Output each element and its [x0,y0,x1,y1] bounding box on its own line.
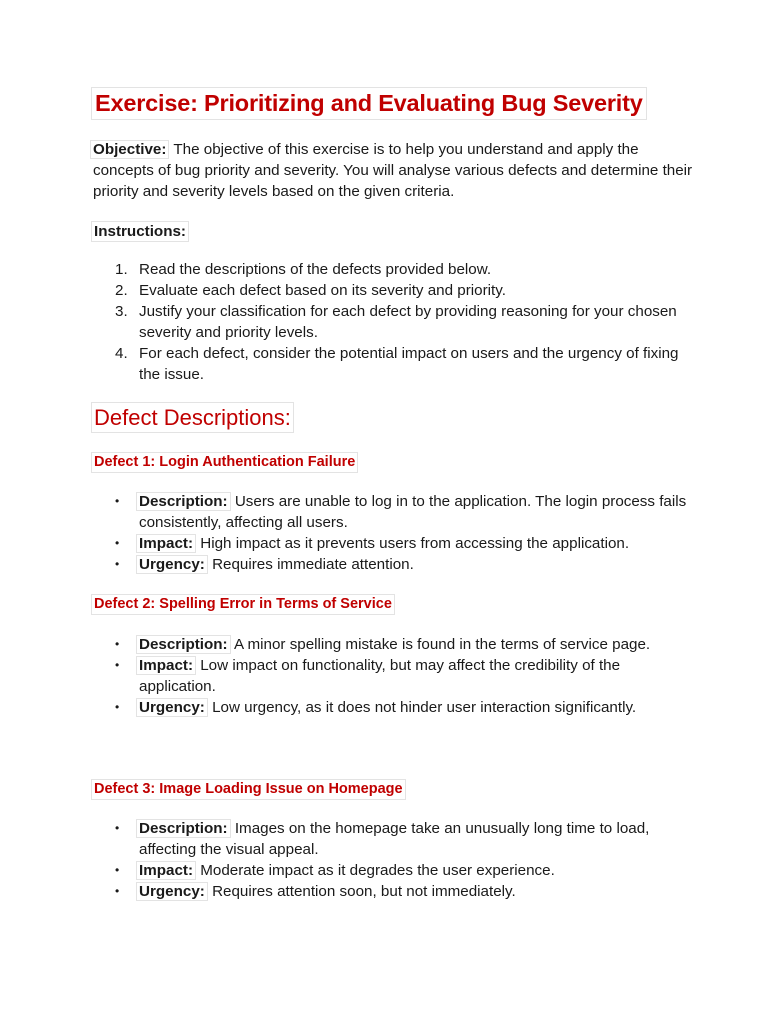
list-item [93,818,693,860]
description-text: Images on the homepage take an unusually long time to load, affecting the visual appeal. [139,820,650,858]
urgency-text: Requires immediate attention. [207,556,414,573]
impact-label: Impact: [136,534,196,553]
list-item [93,491,693,533]
impact-label: Impact: [136,656,196,675]
defect-2-list [93,634,693,718]
defect-1-title: Defect 1: Login Authentication Failure [91,452,358,473]
urgency-text: Low urgency, as it does not hinder user interaction significantly. [207,699,637,716]
list-item [93,881,693,902]
description-label: Description: [136,635,231,654]
impact-text: Low impact on functionality, but may affect the credibility of the application. [139,657,621,695]
bullet-icon: • [115,884,120,898]
list-item [93,301,693,343]
instructions-list [93,259,693,385]
list-item [93,259,693,280]
instructions-label: Instructions: [91,221,189,242]
list-item-text: Read the descriptions of the defects provided below. [139,261,492,278]
description-text: A minor spelling mistake is found in the terms of service page. [230,636,651,653]
bullet-icon: • [115,494,120,508]
defect-3-list [93,818,693,902]
urgency-label: Urgency: [136,698,208,717]
page-title: Exercise: Prioritizing and Evaluating Bug Severity [91,87,647,120]
section-heading-defects: Defect Descriptions: [91,402,294,433]
defect-1-list [93,491,693,575]
description-text: Users are unable to log in to the application. The login process fails consistently, affecting all users. [139,493,687,531]
defect-2-title: Defect 2: Spelling Error in Terms of Service [91,594,395,615]
bullet-icon: • [115,557,120,571]
impact-text: Moderate impact as it degrades the user experience. [196,862,555,879]
objective-text: The objective of this exercise is to help you understand and apply the concepts of bug priority and severity. You will analyse various defects and determine their priority and severity levels based on the given criteria. [93,141,693,200]
list-number: 1. [115,261,128,278]
list-item [93,697,693,718]
list-item [93,554,693,575]
urgency-label: Urgency: [136,555,208,574]
defect-3-title: Defect 3: Image Loading Issue on Homepage [91,779,406,800]
description-label: Description: [136,492,231,511]
description-label: Description: [136,819,231,838]
list-item [93,533,693,554]
list-item [93,860,693,881]
urgency-text: Requires attention soon, but not immediately. [207,883,516,900]
list-item [93,280,693,301]
bullet-icon: • [115,637,120,651]
list-item-text: For each defect, consider the potential impact on users and the urgency of fixing the issue. [139,345,679,383]
impact-text: High impact as it prevents users from accessing the application. [196,535,630,552]
list-number: 3. [115,303,128,320]
list-number: 2. [115,282,128,299]
bullet-icon: • [115,536,120,550]
impact-label: Impact: [136,861,196,880]
urgency-label: Urgency: [136,882,208,901]
list-item-text: Evaluate each defect based on its severity and priority. [139,282,506,299]
list-item [93,655,693,697]
list-item [93,343,693,385]
list-item [93,634,693,655]
list-number: 4. [115,345,128,362]
objective-paragraph [93,139,693,202]
bullet-icon: • [115,821,120,835]
list-item-text: Justify your classification for each defect by providing reasoning for your chosen severity and priority levels. [139,303,677,341]
bullet-icon: • [115,700,120,714]
bullet-icon: • [115,658,120,672]
bullet-icon: • [115,863,120,877]
objective-label: Objective: [90,140,169,159]
